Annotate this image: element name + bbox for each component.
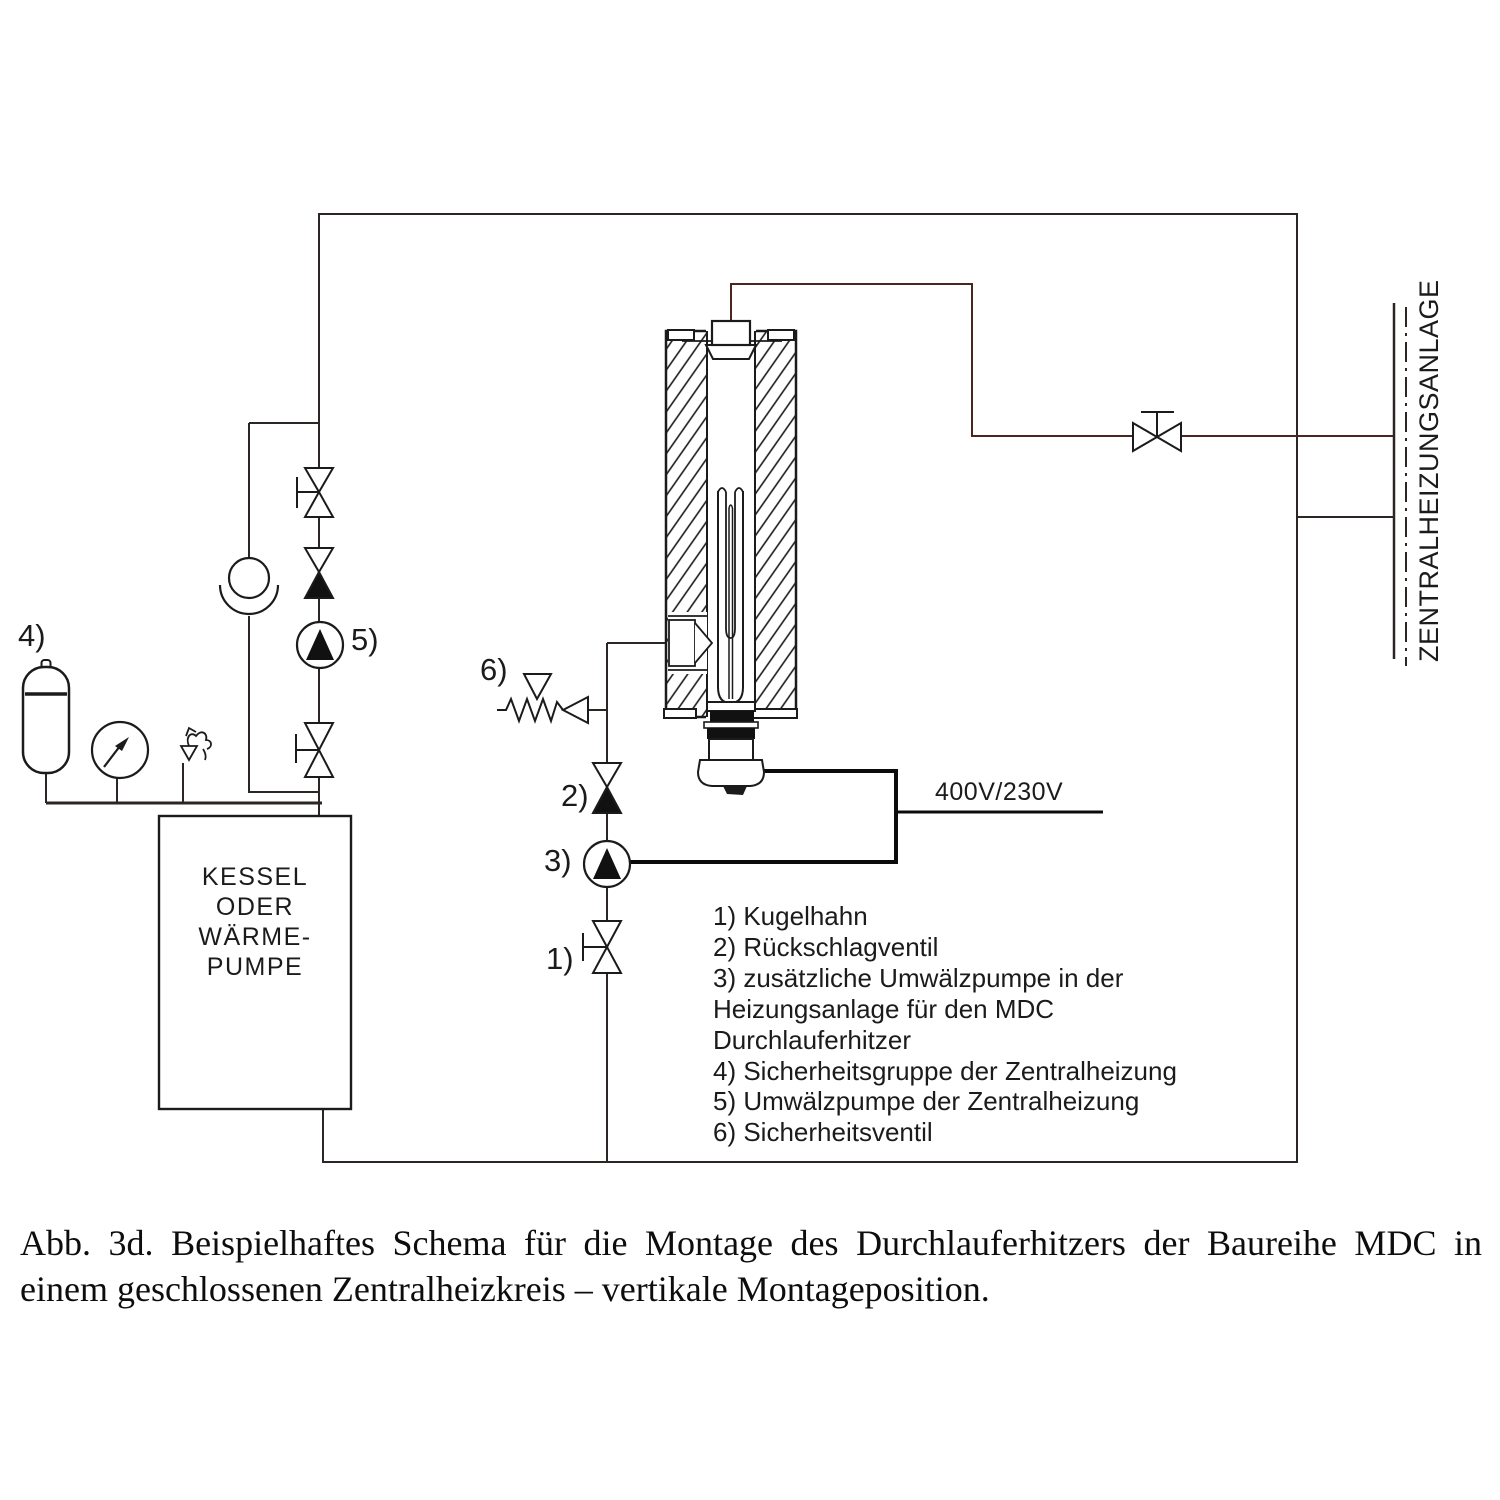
heater-inlet-port xyxy=(668,612,712,674)
supply-valve xyxy=(1133,412,1181,451)
callout-5: 5) xyxy=(351,622,379,657)
check-valve-boiler xyxy=(305,548,333,598)
power-label: 400V/230V xyxy=(935,778,1064,806)
expansion-vessel xyxy=(23,660,69,773)
safety-valve xyxy=(497,674,588,723)
legend-line: Heizungsanlage für den MDC xyxy=(713,993,1055,1024)
pump-3-additional xyxy=(584,841,630,887)
legend-line: 3) zusätzliche Umwälzpumpe in der xyxy=(713,962,1124,993)
boiler-label-line: ODER xyxy=(215,893,295,921)
legend-line: 5) Umwälzpumpe der Zentralheizung xyxy=(713,1086,1140,1117)
air-vent xyxy=(181,728,211,760)
sensor-pot xyxy=(220,558,278,614)
check-valve-2 xyxy=(593,763,621,813)
boiler-label-line: PUMPE xyxy=(206,953,304,981)
boiler-label-line: KESSEL xyxy=(201,863,309,891)
legend xyxy=(713,901,1273,1148)
callout-2: 2) xyxy=(561,778,589,813)
callout-4: 4) xyxy=(18,618,46,653)
central-heating-system-label: ZENTRALHEIZUNGSANLAGE xyxy=(1414,279,1444,662)
boiler-label xyxy=(159,862,351,982)
pressure-gauge xyxy=(92,722,148,778)
flow-heater xyxy=(664,321,797,795)
figure-caption-line1: Abb. 3d. Beispielhaftes Schema für die Montage des Durchlauferhitzers der Baureihe MDC in xyxy=(20,1223,1482,1263)
ball-valve-1 xyxy=(583,921,621,973)
heater-top-cap xyxy=(712,321,750,345)
legend-line: 6) Sicherheitsventil xyxy=(713,1117,933,1148)
callout-1: 1) xyxy=(546,941,574,976)
pump-5-circulation xyxy=(297,622,343,668)
shutoff-valve-mid xyxy=(296,723,333,777)
shutoff-valve-top xyxy=(297,468,333,517)
boiler-label-line: WÄRME- xyxy=(198,923,312,951)
callout-6: 6) xyxy=(480,652,508,687)
supply-lines xyxy=(730,283,1394,437)
figure-caption-line2: einem geschlossenen Zentralheizkreis – vertikale Montageposition. xyxy=(20,1269,990,1309)
legend-line: 2) Rückschlagventil xyxy=(713,931,939,962)
system-boundary xyxy=(1394,303,1406,666)
legend-line: 4) Sicherheitsgruppe der Zentralheizung xyxy=(713,1055,1177,1086)
legend-line: 1) Kugelhahn xyxy=(713,901,868,931)
legend-line: Durchlauferhitzer xyxy=(713,1024,911,1055)
callout-3: 3) xyxy=(544,843,572,878)
